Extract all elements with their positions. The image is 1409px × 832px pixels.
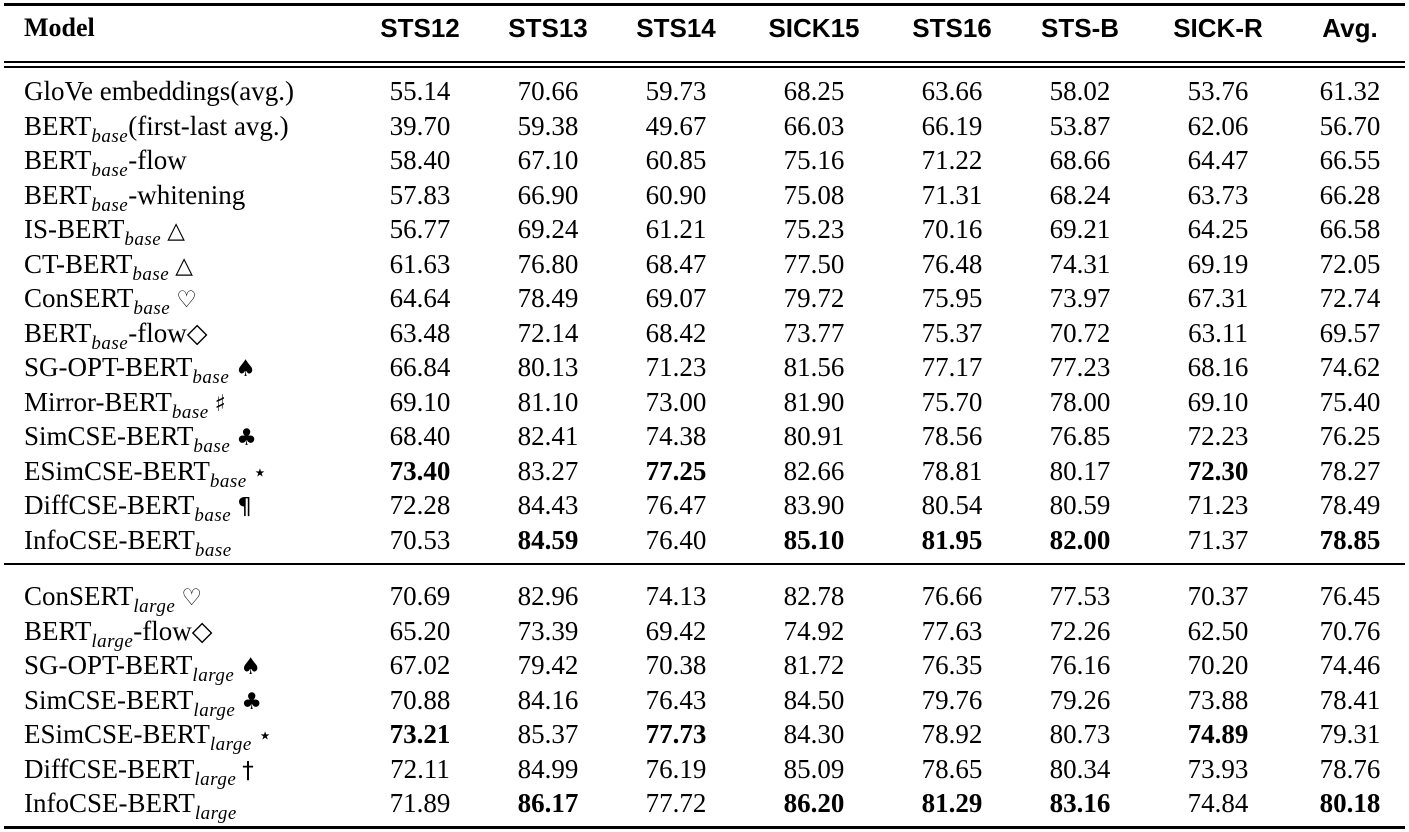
model-size-subscript: base: [91, 194, 129, 216]
model-name-cell: [24, 648, 261, 686]
score-cell: 81.72: [783, 650, 845, 680]
score-cell: 83.90: [783, 490, 845, 520]
score-cell: 82.78: [783, 581, 845, 611]
score-cell: 69.10: [1187, 386, 1249, 417]
score-cell: 79.31: [1319, 719, 1381, 749]
model-name-suffix: (first-last avg.): [128, 110, 289, 141]
column-header-sts16: STS16: [912, 13, 992, 43]
citation-symbol: ♠: [240, 654, 261, 680]
score-cell: 66.19: [921, 110, 983, 141]
model-name-cell: [24, 523, 232, 561]
model-name-cell: [24, 488, 252, 526]
score-cell: 71.37: [1187, 524, 1249, 555]
group-separator-rule: [4, 563, 1405, 565]
score-cell: 78.49: [517, 283, 579, 313]
model-name: InfoCSE-BERT: [24, 524, 195, 555]
model-size-subscript: large: [192, 665, 235, 686]
score-cell: 77.50: [783, 248, 845, 279]
score-cell: 71.22: [921, 145, 983, 175]
score-cell: 53.76: [1187, 76, 1249, 106]
model-name-cell: [24, 281, 197, 319]
citation-symbol: ♡: [181, 585, 202, 611]
header-row: [0, 11, 1409, 45]
score-cell: 75.16: [783, 145, 845, 175]
score-cell: 78.85: [1319, 524, 1381, 555]
score-cell: 77.63: [921, 615, 983, 646]
citation-symbol: †: [242, 757, 254, 784]
score-cell: 81.29: [921, 788, 983, 818]
model-name: GloVe embeddings(avg.): [24, 76, 294, 106]
score-cell: 66.58: [1319, 214, 1381, 244]
score-cell: 55.14: [389, 76, 451, 106]
score-cell: 70.16: [921, 214, 983, 244]
score-cell: 58.02: [1049, 76, 1111, 106]
score-cell: 73.88: [1187, 684, 1249, 715]
score-cell: 70.88: [389, 684, 451, 715]
model-name-cell: [24, 385, 226, 423]
model-name: ConSERT: [24, 581, 134, 611]
score-cell: 59.73: [645, 76, 707, 106]
score-cell: 73.93: [1187, 753, 1249, 784]
model-name: ESimCSE-BERT: [24, 719, 210, 749]
score-cell: 67.31: [1187, 283, 1249, 313]
score-cell: 79.42: [517, 650, 579, 680]
citation-symbol: ♯: [214, 390, 226, 417]
score-cell: 67.10: [517, 145, 579, 175]
score-cell: 74.13: [645, 581, 707, 611]
score-cell: 39.70: [389, 110, 451, 141]
score-cell: 69.24: [517, 214, 579, 244]
score-cell: 80.54: [921, 490, 983, 520]
score-cell: 81.95: [921, 524, 983, 555]
score-cell: 73.21: [389, 719, 451, 749]
score-cell: 80.34: [1049, 753, 1111, 784]
model-name-cell: [24, 579, 202, 617]
model-name: ConSERT: [24, 283, 134, 313]
score-cell: 80.91: [783, 421, 845, 451]
score-cell: 68.66: [1049, 145, 1111, 175]
score-cell: 64.64: [389, 283, 451, 313]
score-cell: 76.66: [921, 581, 983, 611]
model-size-subscript: base: [133, 298, 171, 319]
score-cell: 64.47: [1187, 145, 1249, 175]
model-name: ESimCSE-BERT: [24, 455, 210, 486]
model-name-cell: [24, 109, 289, 147]
table-row: [0, 316, 1409, 354]
score-cell: 72.14: [517, 317, 579, 348]
score-cell: 86.20: [783, 788, 845, 818]
model-name: BERT: [24, 317, 92, 348]
score-cell: 70.66: [517, 76, 579, 106]
score-cell: 78.49: [1319, 490, 1381, 520]
score-cell: 63.48: [389, 317, 451, 348]
header-rule-2: [4, 66, 1405, 68]
table-row: [0, 717, 1409, 755]
model-name-cell: [24, 178, 246, 216]
score-cell: 63.11: [1188, 317, 1248, 348]
column-header-sts13: STS13: [508, 13, 588, 43]
model-name-suffix: -flow◇: [128, 317, 208, 348]
score-cell: 80.18: [1319, 788, 1381, 818]
score-cell: 77.23: [1049, 352, 1111, 382]
table-row: [0, 109, 1409, 147]
model-name: BERT: [24, 110, 92, 141]
score-cell: 68.16: [1187, 352, 1249, 382]
score-cell: 80.13: [517, 352, 579, 382]
score-cell: 66.55: [1319, 145, 1381, 175]
score-cell: 59.38: [517, 110, 579, 141]
score-cell: 66.90: [517, 179, 579, 210]
score-cell: 75.95: [921, 283, 983, 313]
citation-symbol: ⋆: [252, 459, 268, 486]
score-cell: 86.17: [517, 788, 579, 818]
model-size-subscript: base: [192, 367, 230, 388]
score-cell: 79.76: [921, 684, 983, 715]
score-cell: 84.50: [783, 684, 845, 715]
column-header-model: Model: [24, 13, 95, 42]
score-cell: 84.59: [517, 524, 579, 555]
score-cell: 76.45: [1319, 581, 1381, 611]
score-cell: 56.77: [389, 214, 451, 244]
citation-symbol: ♠: [235, 356, 256, 382]
model-size-subscript: base: [194, 505, 232, 526]
score-cell: 75.23: [783, 214, 845, 244]
citation-symbol: ¶: [237, 494, 252, 520]
score-cell: 68.25: [783, 76, 845, 106]
score-cell: 74.62: [1319, 352, 1381, 382]
score-cell: 70.38: [645, 650, 707, 680]
table-row: [0, 683, 1409, 721]
citation-symbol: △: [167, 218, 185, 244]
model-name: SG-OPT-BERT: [24, 352, 193, 382]
score-cell: 58.40: [389, 145, 451, 175]
score-cell: 83.16: [1049, 788, 1111, 818]
score-cell: 66.84: [389, 352, 451, 382]
score-cell: 81.56: [783, 352, 845, 382]
score-cell: 78.92: [921, 719, 983, 749]
score-cell: 66.03: [783, 110, 845, 141]
model-name: Mirror-BERT: [24, 386, 172, 417]
model-name-cell: [24, 683, 262, 721]
score-cell: 73.39: [517, 615, 579, 646]
score-cell: 53.87: [1049, 110, 1111, 141]
score-cell: 83.27: [517, 455, 579, 486]
table-row: [0, 281, 1409, 319]
model-name-suffix: -flow◇: [133, 615, 213, 646]
score-cell: 74.31: [1049, 248, 1111, 279]
score-cell: 79.72: [783, 283, 845, 313]
score-cell: 70.37: [1187, 581, 1249, 611]
model-size-subscript: base: [132, 263, 170, 285]
model-name: SG-OPT-BERT: [24, 650, 193, 680]
score-cell: 85.10: [783, 524, 845, 555]
model-size-subscript: large: [194, 768, 237, 790]
score-cell: 76.35: [921, 650, 983, 680]
score-cell: 75.70: [921, 386, 983, 417]
table-row: [0, 419, 1409, 457]
score-cell: 78.76: [1319, 753, 1381, 784]
score-cell: 71.23: [1187, 490, 1249, 520]
score-cell: 67.02: [389, 650, 451, 680]
table-row: [0, 385, 1409, 423]
score-cell: 69.19: [1187, 248, 1249, 279]
model-name: DiffCSE-BERT: [24, 753, 195, 784]
score-cell: 62.50: [1187, 615, 1249, 646]
model-name-cell: [24, 350, 256, 388]
score-cell: 85.37: [517, 719, 579, 749]
score-cell: 74.38: [645, 421, 707, 451]
score-cell: 61.21: [645, 214, 707, 244]
score-cell: 70.72: [1049, 317, 1111, 348]
score-cell: 76.48: [921, 248, 983, 279]
model-size-subscript: base: [193, 436, 231, 457]
score-cell: 68.24: [1049, 179, 1111, 210]
score-cell: 82.96: [517, 581, 579, 611]
score-cell: 72.30: [1187, 455, 1249, 486]
score-cell: 69.21: [1049, 214, 1111, 244]
score-cell: 78.41: [1319, 684, 1381, 715]
model-name: IS-BERT: [24, 214, 125, 244]
score-cell: 77.72: [645, 788, 707, 818]
score-cell: 72.28: [389, 490, 451, 520]
score-cell: 77.53: [1049, 581, 1111, 611]
score-cell: 60.90: [645, 179, 707, 210]
score-cell: 73.40: [389, 455, 451, 486]
score-cell: 73.00: [645, 386, 707, 417]
model-size-subscript: base: [91, 160, 129, 181]
score-cell: 68.47: [645, 248, 707, 279]
score-cell: 69.57: [1319, 317, 1381, 348]
table-row: [0, 454, 1409, 492]
score-cell: 76.43: [645, 684, 707, 715]
citation-symbol: ♣: [241, 688, 262, 715]
score-cell: 77.73: [645, 719, 707, 749]
model-name: DiffCSE-BERT: [24, 490, 195, 520]
table-row: [0, 614, 1409, 652]
score-cell: 74.89: [1187, 719, 1249, 749]
table-row: [0, 178, 1409, 216]
score-cell: 69.42: [645, 615, 707, 646]
table-row: [0, 143, 1409, 181]
citation-symbol: ⋆: [257, 723, 273, 749]
column-header-avg: Avg.: [1322, 13, 1378, 43]
score-cell: 61.63: [389, 248, 451, 279]
score-cell: 65.20: [389, 615, 451, 646]
score-cell: 77.25: [645, 455, 707, 486]
score-cell: 76.80: [517, 248, 579, 279]
score-cell: 70.53: [389, 524, 451, 555]
score-cell: 76.19: [645, 753, 707, 784]
model-size-subscript: large: [91, 630, 134, 652]
score-cell: 84.30: [783, 719, 845, 749]
model-size-subscript: base: [91, 332, 129, 354]
score-cell: 72.11: [390, 753, 450, 784]
model-name: BERT: [24, 615, 92, 646]
score-cell: 74.84: [1187, 788, 1249, 818]
model-name-cell: [24, 143, 187, 181]
model-name-cell: [24, 717, 273, 755]
score-cell: 69.07: [645, 283, 707, 313]
score-cell: 70.76: [1319, 615, 1381, 646]
score-cell: 80.17: [1049, 455, 1111, 486]
model-name-cell: [24, 212, 185, 250]
score-cell: 81.90: [783, 386, 845, 417]
model-name-cell: [24, 786, 237, 824]
column-header-sick15: SICK15: [768, 13, 860, 43]
model-name: CT-BERT: [24, 248, 133, 279]
model-size-subscript: large: [194, 803, 237, 824]
model-size-subscript: large: [209, 734, 252, 755]
score-cell: 71.89: [389, 788, 451, 818]
column-header-sts-b: STS-B: [1041, 13, 1119, 43]
score-cell: 71.23: [645, 352, 707, 382]
score-cell: 84.99: [517, 753, 579, 784]
table-row: [0, 212, 1409, 250]
score-cell: 75.40: [1319, 386, 1381, 417]
score-cell: 70.69: [389, 581, 451, 611]
score-cell: 74.92: [783, 615, 845, 646]
score-cell: 82.66: [783, 455, 845, 486]
score-cell: 76.85: [1049, 421, 1111, 451]
score-cell: 77.17: [921, 352, 983, 382]
score-cell: 62.06: [1187, 110, 1249, 141]
score-cell: 66.28: [1319, 179, 1381, 210]
score-cell: 70.20: [1187, 650, 1249, 680]
column-header-sick-r: SICK-R: [1173, 13, 1263, 43]
model-name-cell: [24, 316, 208, 354]
score-cell: 78.81: [921, 455, 983, 486]
model-size-subscript: base: [91, 125, 129, 147]
score-cell: 61.32: [1319, 76, 1381, 106]
table-row: [0, 648, 1409, 686]
score-cell: 72.23: [1187, 421, 1249, 451]
score-cell: 76.16: [1049, 650, 1111, 680]
score-cell: 78.65: [921, 753, 983, 784]
score-cell: 84.43: [517, 490, 579, 520]
score-cell: 81.10: [517, 386, 579, 417]
table-row: [0, 786, 1409, 824]
model-size-subscript: base: [194, 539, 232, 561]
score-cell: 73.77: [783, 317, 845, 348]
score-cell: 56.70: [1319, 110, 1381, 141]
score-cell: 57.83: [389, 179, 451, 210]
score-cell: 72.05: [1319, 248, 1381, 279]
model-name-cell: [24, 74, 294, 108]
score-cell: 72.26: [1049, 615, 1111, 646]
table-row: [0, 247, 1409, 285]
model-name: BERT: [24, 179, 92, 210]
citation-symbol: ♡: [176, 287, 197, 313]
score-cell: 73.97: [1049, 283, 1111, 313]
score-cell: 80.73: [1049, 719, 1111, 749]
score-cell: 71.31: [921, 179, 983, 210]
score-cell: 60.85: [645, 145, 707, 175]
citation-symbol: ♣: [236, 425, 257, 451]
bottom-rule: [4, 826, 1405, 829]
score-cell: 79.26: [1049, 684, 1111, 715]
top-rule: [4, 3, 1405, 6]
score-cell: 85.09: [783, 753, 845, 784]
score-cell: 74.46: [1319, 650, 1381, 680]
score-cell: 82.00: [1049, 524, 1111, 555]
score-cell: 78.27: [1319, 455, 1381, 486]
model-name: SimCSE-BERT: [24, 684, 194, 715]
score-cell: 64.25: [1187, 214, 1249, 244]
model-name-cell: [24, 419, 257, 457]
score-cell: 68.42: [645, 317, 707, 348]
table-row: [0, 752, 1409, 790]
model-name-cell: [24, 752, 254, 790]
table-row: [0, 350, 1409, 388]
score-cell: 80.59: [1049, 490, 1111, 520]
model-name-suffix: -whitening: [128, 179, 246, 210]
citation-symbol: △: [175, 252, 193, 279]
model-name: BERT: [24, 145, 92, 175]
score-cell: 84.16: [517, 684, 579, 715]
model-name: InfoCSE-BERT: [24, 788, 195, 818]
model-name-cell: [24, 614, 213, 652]
score-cell: 78.00: [1049, 386, 1111, 417]
score-cell: 63.73: [1187, 179, 1249, 210]
score-cell: 78.56: [921, 421, 983, 451]
model-name-cell: [24, 454, 268, 492]
score-cell: 75.37: [921, 317, 983, 348]
table-row: [0, 74, 1409, 108]
model-size-subscript: large: [193, 699, 236, 721]
table-row: [0, 488, 1409, 526]
model-size-subscript: large: [133, 596, 176, 617]
score-cell: 49.67: [645, 110, 707, 141]
model-name: SimCSE-BERT: [24, 421, 194, 451]
header-rule-1: [4, 61, 1405, 63]
model-size-subscript: base: [209, 470, 247, 492]
model-size-subscript: base: [124, 229, 162, 250]
score-cell: 63.66: [921, 76, 983, 106]
score-cell: 75.08: [783, 179, 845, 210]
score-cell: 76.40: [645, 524, 707, 555]
score-cell: 82.41: [517, 421, 579, 451]
score-cell: 72.74: [1319, 283, 1381, 313]
table-row: [0, 579, 1409, 617]
score-cell: 76.47: [645, 490, 707, 520]
table-row: [0, 523, 1409, 561]
score-cell: 69.10: [389, 386, 451, 417]
model-name-suffix: -flow: [128, 145, 187, 175]
model-name-cell: [24, 247, 193, 285]
column-header-sts14: STS14: [636, 13, 716, 43]
score-cell: 76.25: [1319, 421, 1381, 451]
model-size-subscript: base: [171, 401, 209, 423]
column-header-sts12: STS12: [380, 13, 460, 43]
score-cell: 68.40: [389, 421, 451, 451]
